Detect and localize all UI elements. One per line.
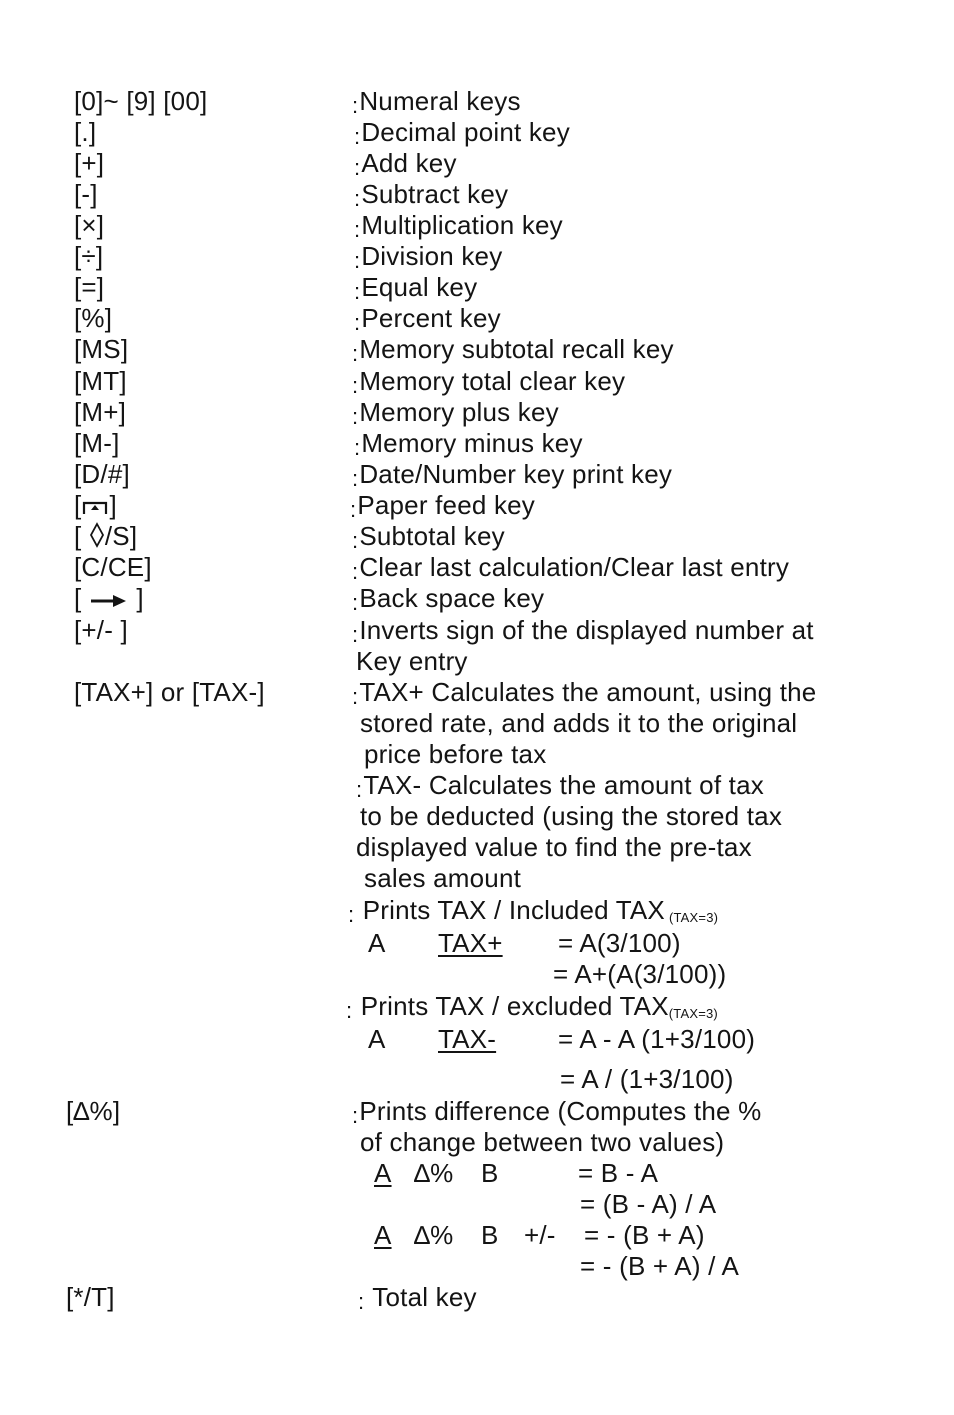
key-label: [D/#] <box>74 459 130 489</box>
delta-line: of change between two values) <box>360 1127 725 1157</box>
total-desc: : Total key <box>358 1282 477 1314</box>
key-desc: :Clear last calculation/Clear last entry <box>352 552 790 584</box>
key-label: [÷] <box>74 241 104 271</box>
right-arrow-icon <box>89 592 129 610</box>
key-desc: :Percent key <box>354 303 501 335</box>
key-label: [MS] <box>74 334 129 364</box>
key-desc: :Memory subtotal recall key <box>352 334 674 366</box>
key-desc: :Numeral keys <box>352 86 521 118</box>
key-desc: :Memory minus key <box>354 428 583 460</box>
key-label-tax: [TAX+] or [TAX-] <box>74 677 265 707</box>
example-b: B <box>481 1158 499 1188</box>
tax-minus-line: :TAX- Calculates the amount of tax <box>356 770 764 802</box>
tax-plus-line: stored rate, and adds it to the original <box>360 708 798 738</box>
example-eq: = A+(A(3/100)) <box>553 959 727 989</box>
key-desc: :Multiplication key <box>354 210 563 242</box>
key-desc: :Subtract key <box>354 179 509 211</box>
key-label: [C/CE] <box>74 552 152 582</box>
example-eq: = (B - A) / A <box>580 1189 717 1219</box>
example-eq: = A / (1+3/100) <box>560 1064 734 1094</box>
example-eq: = A - A (1+3/100) <box>558 1024 756 1054</box>
example-sign: +/- <box>524 1220 556 1250</box>
example-op: TAX+ <box>438 928 503 958</box>
example-eq: = B - A <box>578 1158 659 1188</box>
key-label-subtotal: [ /S] <box>74 521 138 551</box>
example-eq: = A(3/100) <box>558 928 681 958</box>
delta-line: :Prints difference (Computes the % <box>352 1096 762 1128</box>
tax-minus-line: to be deducted (using the stored tax <box>360 801 783 831</box>
tax-plus-line: price before tax <box>364 739 547 769</box>
key-label: [%] <box>74 303 113 333</box>
tax-plus-line: :TAX+ Calculates the amount, using the <box>352 677 817 709</box>
example-a: A <box>368 1024 386 1054</box>
example-eq: = - (B + A) / A <box>580 1251 740 1281</box>
key-desc: :Memory total clear key <box>352 366 626 398</box>
paper-feed-icon <box>81 499 109 517</box>
diamond-icon <box>89 522 105 548</box>
key-label: [0]~ [9] [00] <box>74 86 208 116</box>
tax-minus-line: sales amount <box>364 863 522 893</box>
example-a: A <box>368 928 386 958</box>
key-desc: :Memory plus key <box>352 397 559 429</box>
key-label: [M-] <box>74 428 120 458</box>
key-desc: :Equal key <box>354 272 478 304</box>
key-desc: :Back space key <box>352 583 545 615</box>
key-desc: :Division key <box>354 241 503 273</box>
key-label-paper-feed: [ ] <box>74 490 117 520</box>
example-op: TAX- <box>438 1024 497 1054</box>
example-b: B <box>481 1220 499 1250</box>
key-label: [.] <box>74 117 97 147</box>
key-label-total: [*/T] <box>66 1282 115 1312</box>
key-label: [M+] <box>74 397 127 427</box>
key-desc: :Date/Number key print key <box>352 459 673 491</box>
key-desc: :Inverts sign of the displayed number at <box>352 615 814 647</box>
key-label: [=] <box>74 272 105 302</box>
key-desc-continued: Key entry <box>356 646 468 676</box>
included-tax-title: : Prints TAX / Included TAX (TAX=3) <box>348 895 719 927</box>
key-label: [×] <box>74 210 105 240</box>
key-desc: :Add key <box>354 148 457 180</box>
key-desc: :Paper feed key <box>350 490 536 522</box>
key-desc: :Subtotal key <box>352 521 505 553</box>
example-a: A <box>374 1158 392 1188</box>
key-label: [+] <box>74 148 105 178</box>
key-label: [-] <box>74 179 98 209</box>
excluded-tax-title: : Prints TAX / excluded TAX(TAX=3) <box>346 991 718 1023</box>
key-label: [+/- ] <box>74 615 128 645</box>
example-a: A <box>374 1220 392 1250</box>
key-label-back-space: [ ] <box>74 583 144 613</box>
key-label-delta: [∆%] <box>66 1096 121 1126</box>
key-desc: :Decimal point key <box>354 117 570 149</box>
key-label: [MT] <box>74 366 127 396</box>
example-eq: = - (B + A) <box>584 1220 705 1250</box>
example-op: ∆% <box>414 1158 454 1188</box>
example-op: ∆% <box>414 1220 454 1250</box>
tax-minus-line: displayed value to find the pre-tax <box>356 832 752 862</box>
